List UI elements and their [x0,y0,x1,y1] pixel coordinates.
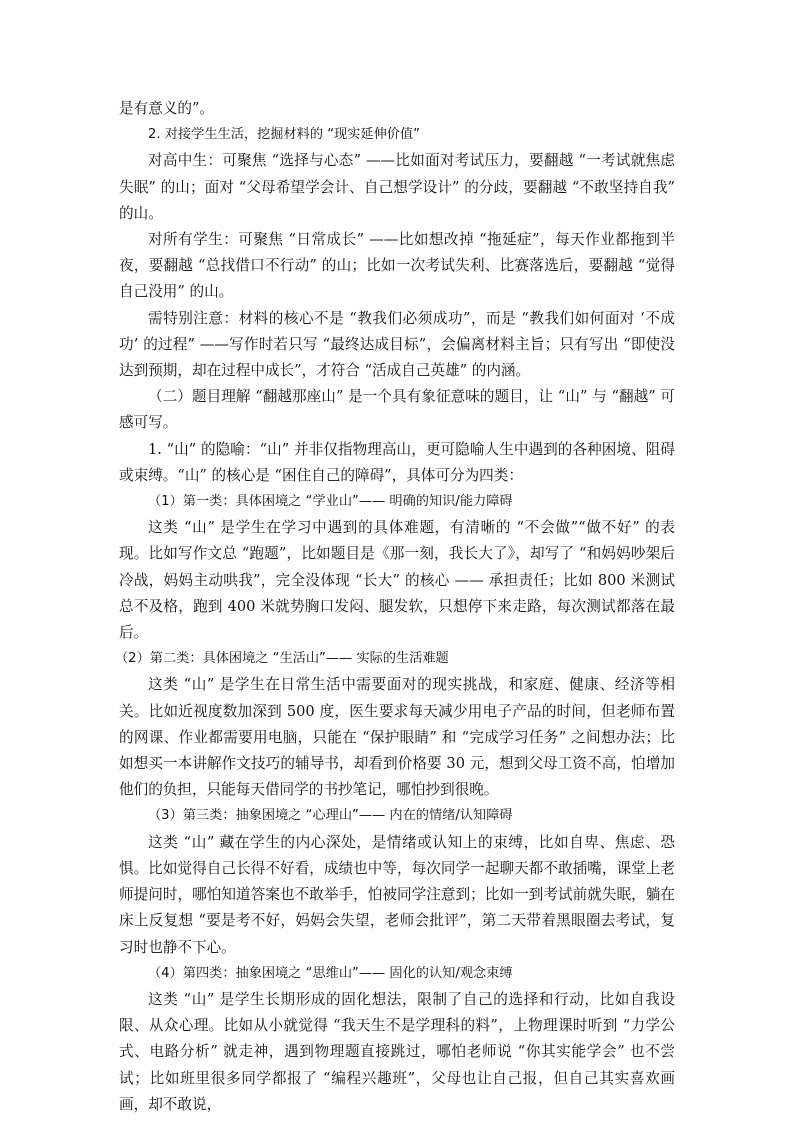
paragraph-title-understanding: （二）题目理解 “翻越那座山” 是一个具有象征意味的题目，让 “山” 与 “翻越” 可感可写。 [119,388,675,432]
paragraph-psych-mountain: 这类 “山” 藏在学生的内心深处，是情绪或认知上的束缚，比如自卑、焦虑、恐惧。比如觉得自己长得不好看，成绩也中等，每次同学一起聊天都不敢插嘴，课堂上老师提问时，哪怕知道答案也不敢举手，怕被同学注意到；比如一到考试前就失眠，躺在床上反复想 “要是考不好，妈妈会失望，老师会批评”，第二天带着黑眼圈去考试，复习时也静不下心。 [119,833,675,956]
subheading-psych-mountain: （3）第三类：抽象困境之 “心理山”—— 内在的情绪/认知障碍 [148,808,513,824]
document-body [115,96,675,1118]
paragraph-continuation: 是有意义的”。 [119,100,215,117]
subheading-life-mountain: （2）第二类：具体困境之 “生活山”—— 实际的生活难题 [115,651,449,667]
section-heading-2: 2. 对接学生生活，挖掘材料的 “现实延伸价值” [148,127,421,143]
subheading-study-mountain: （1）第一类：具体困境之 “学业山”—— 明确的知识/能力障碍 [148,494,513,510]
paragraph-high-school: 对高中生：可聚焦 “选择与心态” ——比如面对考试压力，要翻越 “一考试就焦虑失眠” 的山；面对 “父母希望学会计、自己想学设计” 的分歧，要翻越 “不敢坚持自我” 的山。 [119,152,675,222]
paragraph-mindset-mountain: 这类 “山” 是学生长期形成的固化想法，限制了自己的选择和行动，比如自我设限、从众心理。比如从小就觉得 “我天生不是学理科的料”，上物理课时听到 “力学公式、电路分析” 就走神，遇到物理题直接跳过，哪怕老师说 “你其实能学会” 也不尝试；比如班里很多同学都报了 “编程兴趣班”，父母也让自己报，但自己其实喜欢画画，却不敢说， [119,990,675,1113]
paragraph-all-students: 对所有学生：可聚焦 “日常成长” ——比如想改掉 “拖延症”，每天作业都拖到半夜，要翻越 “总找借口不行动” 的山；比如一次考试失利、比赛落选后，要翻越 “觉得自己没用” 的山。 [119,231,675,301]
paragraph-study-mountain: 这类 “山” 是学生在学习中遇到的具体难题，有清晰的 “不会做”“做不好” 的表现。比如写作文总 “跑题”，比如题目是《那一刻，我长大了》，却写了 “和妈妈吵架后冷战，妈妈主动哄我”，完全没体现 “长大” 的核心 —— 承担责任；比如 800 米测试总不及格，跑到 400 米就势胸口发闷、腿发软，只想停下来走路，每次测试都落在最后。 [119,519,675,642]
paragraph-special-note: 需特别注意：材料的核心不是 “教我们必须成功”，而是 “教我们如何面对 ‘不成功’ 的过程” ——写作时若只写 “最终达成目标”，会偏离材料主旨；只有写出 “即使没达到预期，却在过程中成长”，才符合 “活成自己英雄” 的内涵。 [119,309,675,380]
paragraph-life-mountain: 这类 “山” 是学生在日常生活中需要面对的现实挑战，和家庭、健康、经济等相关。比如近视度数加深到 500 度，医生要求每天减少用电子产品的时间，但老师布置的网课、作业都需要用电脑，只能在 “保护眼睛” 和 “完成学习任务” 之间想办法；比如想买一本讲解作文技巧的辅导书，却看到价格要 30 元，想到父母工资不高，怕增加他们的负担，只能每天借同学的书抄笔记，哪怕抄到很晚。 [119,676,675,799]
paragraph-mountain-metaphor: 1. “山” 的隐喻：“山” 并非仅指物理高山，更可隐喻人生中遇到的各种困境、阻碍或束缚。“山” 的核心是 “困住自己的障碍”，具体可分为四类： [119,440,675,484]
subheading-mindset-mountain: （4）第四类：抽象困境之 “思维山”—— 固化的认知/观念束缚 [148,965,513,981]
